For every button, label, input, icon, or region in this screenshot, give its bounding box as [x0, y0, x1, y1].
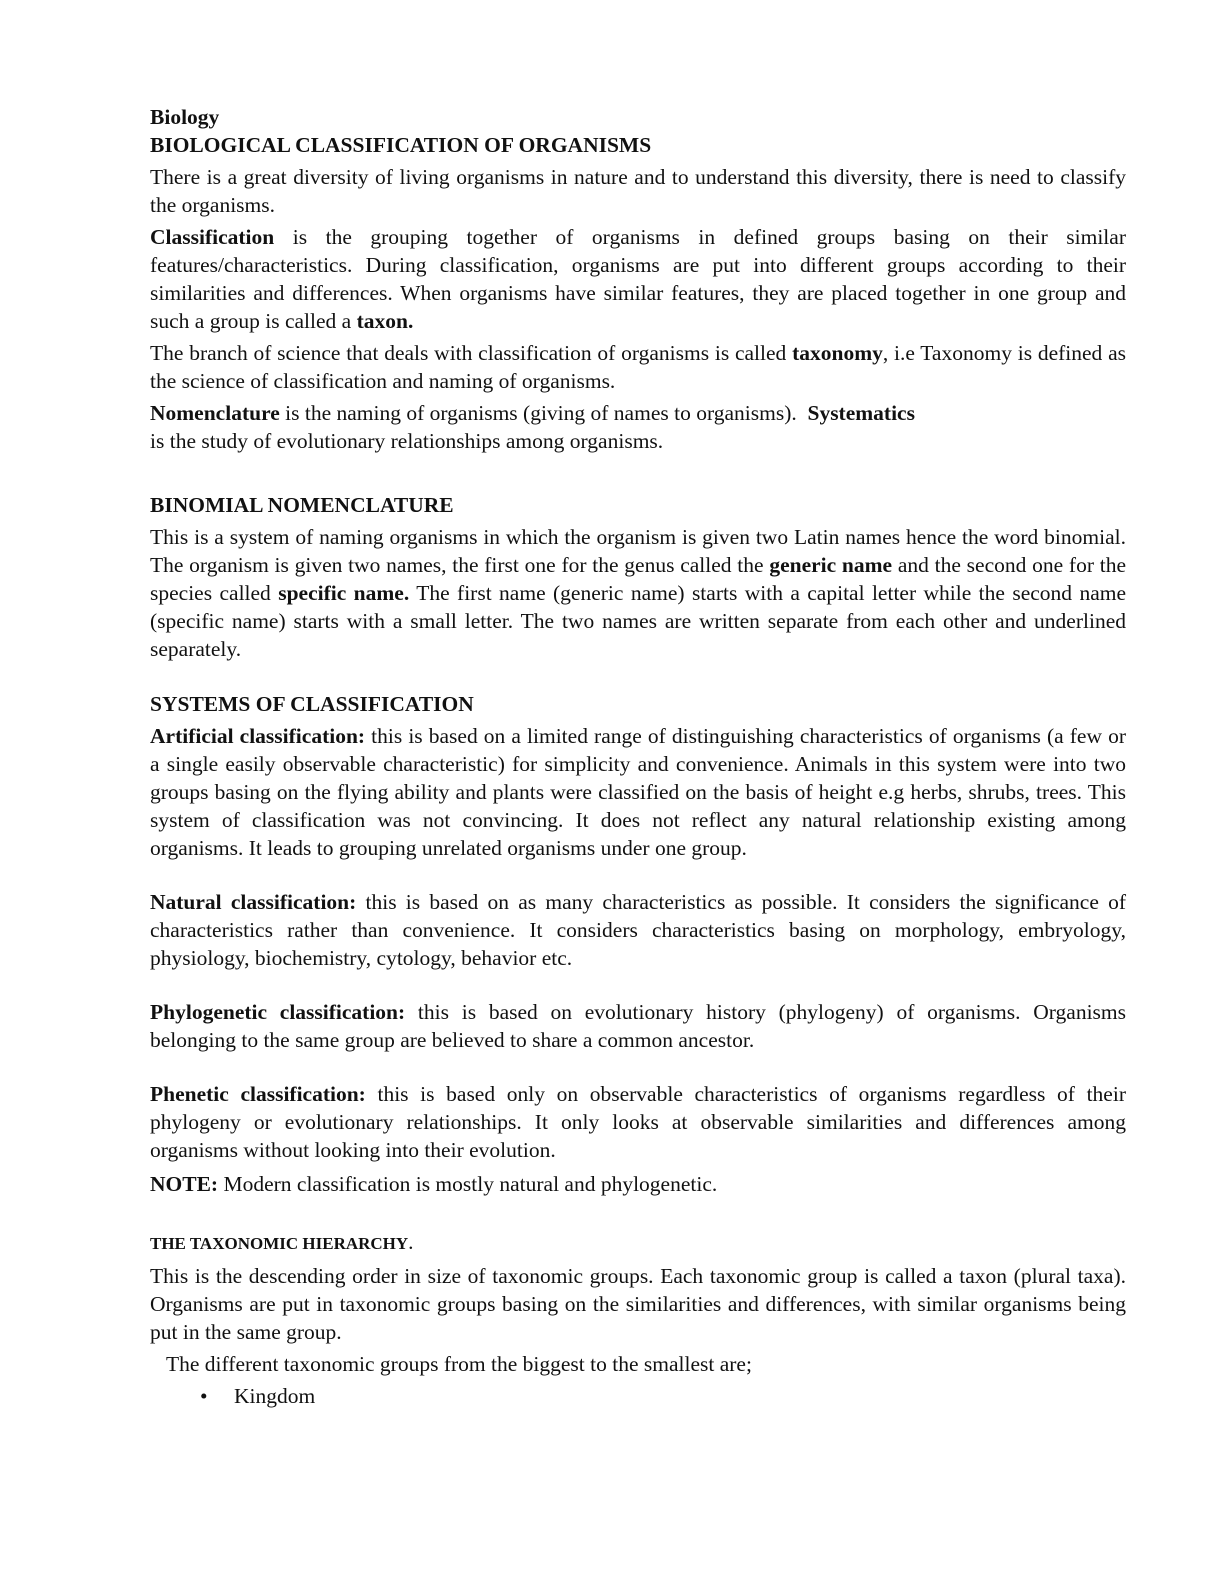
- classification-text: is the grouping together of organisms in defined groups basing on their similar features/characteristics. During classification, organisms are put into different groups according to their similarities and differences. When organisms have similar features, they are placed together in one group and such a group is called a: [150, 225, 1126, 333]
- taxonomy-text-1: The branch of science that deals with classification of organisms is called: [150, 341, 793, 365]
- taxonomic-group-item: [150, 1382, 1126, 1410]
- taxon-term: taxon.: [356, 309, 414, 333]
- phenetic-paragraph: [150, 1080, 1126, 1164]
- binomial-text-2: and the second one for the species called: [150, 553, 1127, 605]
- note-text: Modern classification is mostly natural and phylogenetic.: [218, 1172, 718, 1196]
- taxonomic-group-label: Kingdom: [234, 1384, 316, 1408]
- systematics-term: Systematics: [807, 401, 915, 425]
- phylogenetic-text: this is based on evolutionary history (phylogeny) of organisms. Organisms belonging to the same group are believed to share a common ancestor.: [150, 1000, 1126, 1052]
- document-page: [150, 103, 1126, 1410]
- classification-term: Classification: [150, 225, 275, 249]
- taxonomy-paragraph: [150, 339, 1126, 395]
- phylogenetic-paragraph: [150, 998, 1126, 1054]
- hierarchy-heading: THE TAXONOMIC HIERARCHY: [150, 1234, 409, 1253]
- nomenclature-paragraph: [150, 399, 1126, 455]
- phenetic-term: Phenetic classification:: [150, 1082, 366, 1106]
- natural-text: this is based on as many characteristics as possible. It considers the significance of characteristics rather than convenience. It considers characteristics basing on morphology, embryology, physiology, biochemistry, cytology, behavior etc.: [150, 890, 1126, 970]
- artificial-term: Artificial classification:: [150, 724, 366, 748]
- hierarchy-heading-tail: .: [408, 1230, 414, 1254]
- note-paragraph: [150, 1170, 1126, 1198]
- taxonomy-term: taxonomy: [792, 341, 883, 365]
- taxonomy-text-2: , i.e Taxonomy is defined as the science of classification and naming of organisms.: [150, 341, 1126, 393]
- nomenclature-line-1: [150, 399, 1126, 427]
- natural-term: Natural classification:: [150, 890, 357, 914]
- artificial-paragraph: [150, 722, 1126, 862]
- binomial-heading: BINOMIAL NOMENCLATURE: [150, 493, 454, 517]
- nomenclature-line-2: is the study of evolutionary relationships among organisms.: [150, 429, 664, 453]
- hierarchy-paragraph: This is the descending order in size of taxonomic groups. Each taxonomic group is called a taxon (plural taxa). Organisms are put in taxonomic groups basing on the similarities and differences, with similar organisms being put in the same group.: [150, 1264, 1126, 1344]
- nomenclature-text-1: is the naming of organisms (giving of names to organisms).: [279, 401, 808, 425]
- classification-paragraph: [150, 223, 1126, 335]
- document-title: BIOLOGICAL CLASSIFICATION OF ORGANISMS: [150, 133, 652, 157]
- phylogenetic-term: Phylogenetic classification:: [150, 1000, 406, 1024]
- taxonomic-group-list: [150, 1382, 1126, 1410]
- natural-paragraph: [150, 888, 1126, 972]
- hierarchy-lead: The different taxonomic groups from the biggest to the smallest are;: [166, 1352, 752, 1376]
- note-term: NOTE:: [150, 1172, 219, 1196]
- bullet-icon: •: [200, 1384, 208, 1408]
- binomial-text-3: The first name (generic name) starts with a capital letter while the second name (specific name) starts with a small letter. The two names are written separate from each other and underlined separately.: [150, 581, 1126, 661]
- generic-name-term: generic name: [769, 553, 893, 577]
- hierarchy-heading-line: [150, 1228, 1126, 1258]
- binomial-text-1: This is a system of naming organisms in which the organism is given two Latin names hence the word binomial. The organism is given two names, the first one for the genus called the: [150, 525, 1126, 577]
- phenetic-text: this is based only on observable characteristics of organisms regardless of their phylogeny or evolutionary relationships. It only looks at observable similarities and differences among organisms without looking into their evolution.: [150, 1082, 1126, 1162]
- artificial-text: this is based on a limited range of distinguishing characteristics of organisms (a few or a single easily observable characteristic) for simplicity and convenience. Animals in this system were into two groups basing on the flying ability and plants were classified on the basis of height e.g herbs, shrubs, trees. This system of classification was not convincing. It does not reflect any natural relationship existing among organisms. It leads to grouping unrelated organisms under one group.: [150, 724, 1126, 860]
- nomenclature-term: Nomenclature: [150, 401, 280, 425]
- systems-heading: SYSTEMS OF CLASSIFICATION: [150, 692, 474, 716]
- subject-label: Biology: [150, 105, 220, 129]
- specific-name-term: specific name.: [278, 581, 410, 605]
- binomial-paragraph: [150, 523, 1126, 663]
- intro-paragraph: There is a great diversity of living organisms in nature and to understand this diversity, there is need to classify the organisms.: [150, 165, 1126, 217]
